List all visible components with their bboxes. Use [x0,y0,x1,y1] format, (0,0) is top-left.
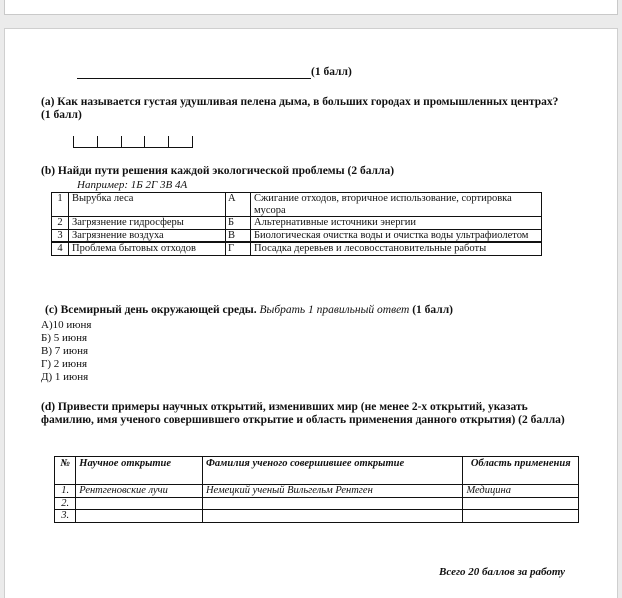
solution-cell: Сжигание отходов, вторичное использование, сортировка мусора [251,193,542,217]
letter-box [73,136,97,148]
solution-cell: Биологическая очистка воды и очистка воды ультрафиолетом [251,229,542,242]
row-number: 2 [52,217,69,230]
discovery-cell: Рентгеновские лучи [76,485,203,498]
row-number: 4 [52,242,69,255]
solution-letter: В [226,229,251,242]
table-row [52,242,542,255]
solution-letter: Г [226,242,251,255]
problem-cell: Загрязнение воздуха [69,229,226,242]
solution-cell: Альтернативные источники энергии [251,217,542,230]
question-b-example: Например: 1Б 2Г 3В 4А [77,179,188,191]
option-d: Г) 2 июня [41,358,88,370]
row-number: 3. [55,510,76,523]
discovery-cell [76,497,203,510]
option-e: Д) 1 июня [41,371,89,383]
option-c: В) 7 июня [41,345,89,357]
question-c-instruction: Выбрать 1 правильный ответ [259,304,410,316]
header-number: № [55,457,76,485]
discoveries-table [54,456,579,523]
problem-cell: Проблема бытовых отходов [69,242,226,255]
solution-letter: Б [226,217,251,230]
question-c-heading: (с) Всемирный день окружающей среды. [45,304,257,316]
question-d-title: (d) Привести примеры научных открытий, изменивших мир (не менее 2-х открытий, указать фамилию, имя ученого совершившего открытие и область применения данного открытия) (2 балла) [41,401,565,426]
table-row [52,193,542,217]
discovery-cell [76,510,203,523]
table-row [52,217,542,230]
option-a: А)10 июня [41,319,92,331]
problem-cell: Загрязнение гидросферы [69,217,226,230]
ecology-matching-table [51,192,542,256]
question-c-points: (1 балл) [412,304,454,316]
answer-blank-line [77,78,311,79]
question-c-title [45,304,453,317]
option-b: Б) 5 июня [41,332,88,344]
table-row [55,497,579,510]
solution-cell: Посадка деревьев и лесовосстановительные работы [251,242,542,255]
letter-box [121,136,145,148]
area-cell [463,510,579,523]
table-header-row [55,457,579,485]
previous-page-edge [4,0,618,15]
letter-box [168,136,193,148]
area-cell: Медицина [463,485,579,498]
scientist-cell [202,497,462,510]
row-number: 3 [52,229,69,242]
header-discovery: Научное открытие [76,457,203,485]
question-b-title: (b) Найди пути решения каждой экологической проблемы (2 балла) [41,165,395,177]
scientist-cell [202,510,462,523]
row-number: 1 [52,193,69,217]
blank-points: (1 балл) [311,66,352,78]
letter-box [97,136,121,148]
solution-letter: А [226,193,251,217]
letter-box [144,136,168,148]
area-cell [463,497,579,510]
row-number: 2. [55,497,76,510]
header-area: Область применения [463,457,579,485]
header-scientist: Фамилия ученого совершившее открытие [202,457,462,485]
table-row [55,485,579,498]
document-page [4,28,618,598]
table-row [52,229,542,242]
row-number: 1. [55,485,76,498]
question-a: (а) Как называется густая удушливая пелена дыма, в больших городах и промышленных центрах? (1 балл) [41,96,559,121]
answer-letter-boxes [73,136,193,148]
table-row [55,510,579,523]
scientist-cell: Немецкий ученый Вильгельм Рентген [202,485,462,498]
total-points-footer: Всего 20 баллов за работу [439,566,566,578]
problem-cell: Вырубка леса [69,193,226,217]
